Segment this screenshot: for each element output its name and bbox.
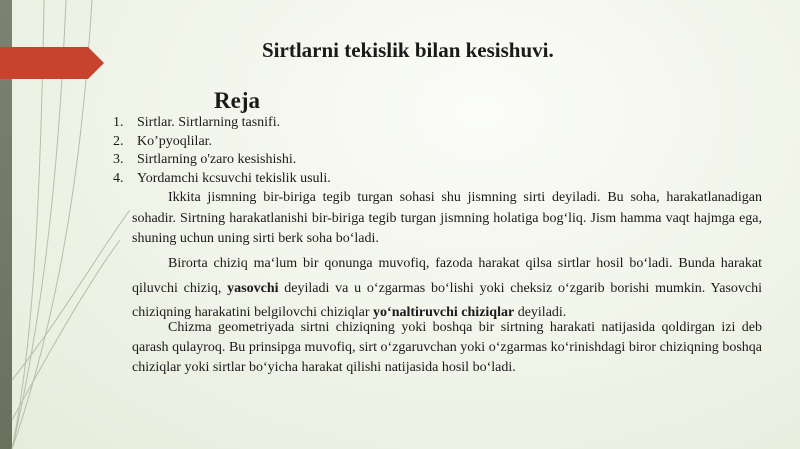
plan-list [113, 114, 331, 188]
plan-item-text: Yordamchi kcsuvchi tekislik usuli. [137, 170, 331, 186]
plan-item-number: 1. [113, 115, 124, 130]
title-arrow-shape [0, 47, 104, 79]
paragraph-surface-definition [132, 188, 762, 250]
plan-item [113, 151, 331, 170]
paragraph-descriptive-geometry [132, 318, 762, 378]
paragraph-text: deyiladi va u o‘zgarmas bo‘lishi yoki cheksiz o‘zgarib borishi mumkin. Yasovchi chiziqning harakatini belgilovchi chiziqlar [132, 280, 762, 320]
paragraph-text: deyiladi. [514, 305, 567, 320]
paragraph-generatrix [132, 252, 762, 326]
paragraph-text: Chizma geometriyada sirtni chiziqning yoki boshqa bir sirtning harakati natijasida qoldirgan izi deb qarash qulayroq. Bu prinsipga muvofiq, sirt o‘zgaruvchan yoki o‘zgarmas ko‘rinishdagi biror chiziqning boshqa chiziqlar yoki sirtlar bo‘yicha harakat qilishi natijasida hosil bo‘ladi. [132, 320, 762, 375]
paragraph-text: Ikkita jismning bir-biriga tegib turgan sohasi shu jismning sirti deyiladi. Bu soha, harakatlanadigan sohadir. Sirtning harakatlanishi bir-biriga tegib turgan jismning holatiga bog‘liq. Jism hamma vaqt hajmga ega, shuning uchun uning sirti berk soha bo‘ladi. [132, 190, 762, 246]
plan-item [113, 133, 331, 152]
plan-item [113, 114, 331, 133]
plan-item-number: 4. [113, 170, 124, 186]
plan-item-text: Ko’pyoqlilar. [137, 133, 213, 149]
paragraph-text: Birorta chiziq ma‘lum bir qonunga muvofiq, fazoda harakat qilsa sirtlar hosil bo‘ladi. Bunda harakat qiluvchi chiziq, [132, 256, 762, 296]
plan-item [113, 170, 331, 189]
plan-item-number: 3. [113, 152, 124, 167]
plan-item-text: Sirtlarning o'zaro kesishishi. [137, 152, 297, 167]
term-directrix: yo‘naltiruvchi chiziqlar [373, 305, 515, 320]
plan-heading: Reja [214, 88, 260, 113]
page-title: Sirtlarni tekislik bilan kesishuvi. [262, 38, 554, 62]
plan-item-text: Sirtlar. Sirtlarning tasnifi. [137, 115, 281, 130]
term-generatrix: yasovchi [227, 280, 279, 296]
plan-item-number: 2. [113, 133, 124, 149]
